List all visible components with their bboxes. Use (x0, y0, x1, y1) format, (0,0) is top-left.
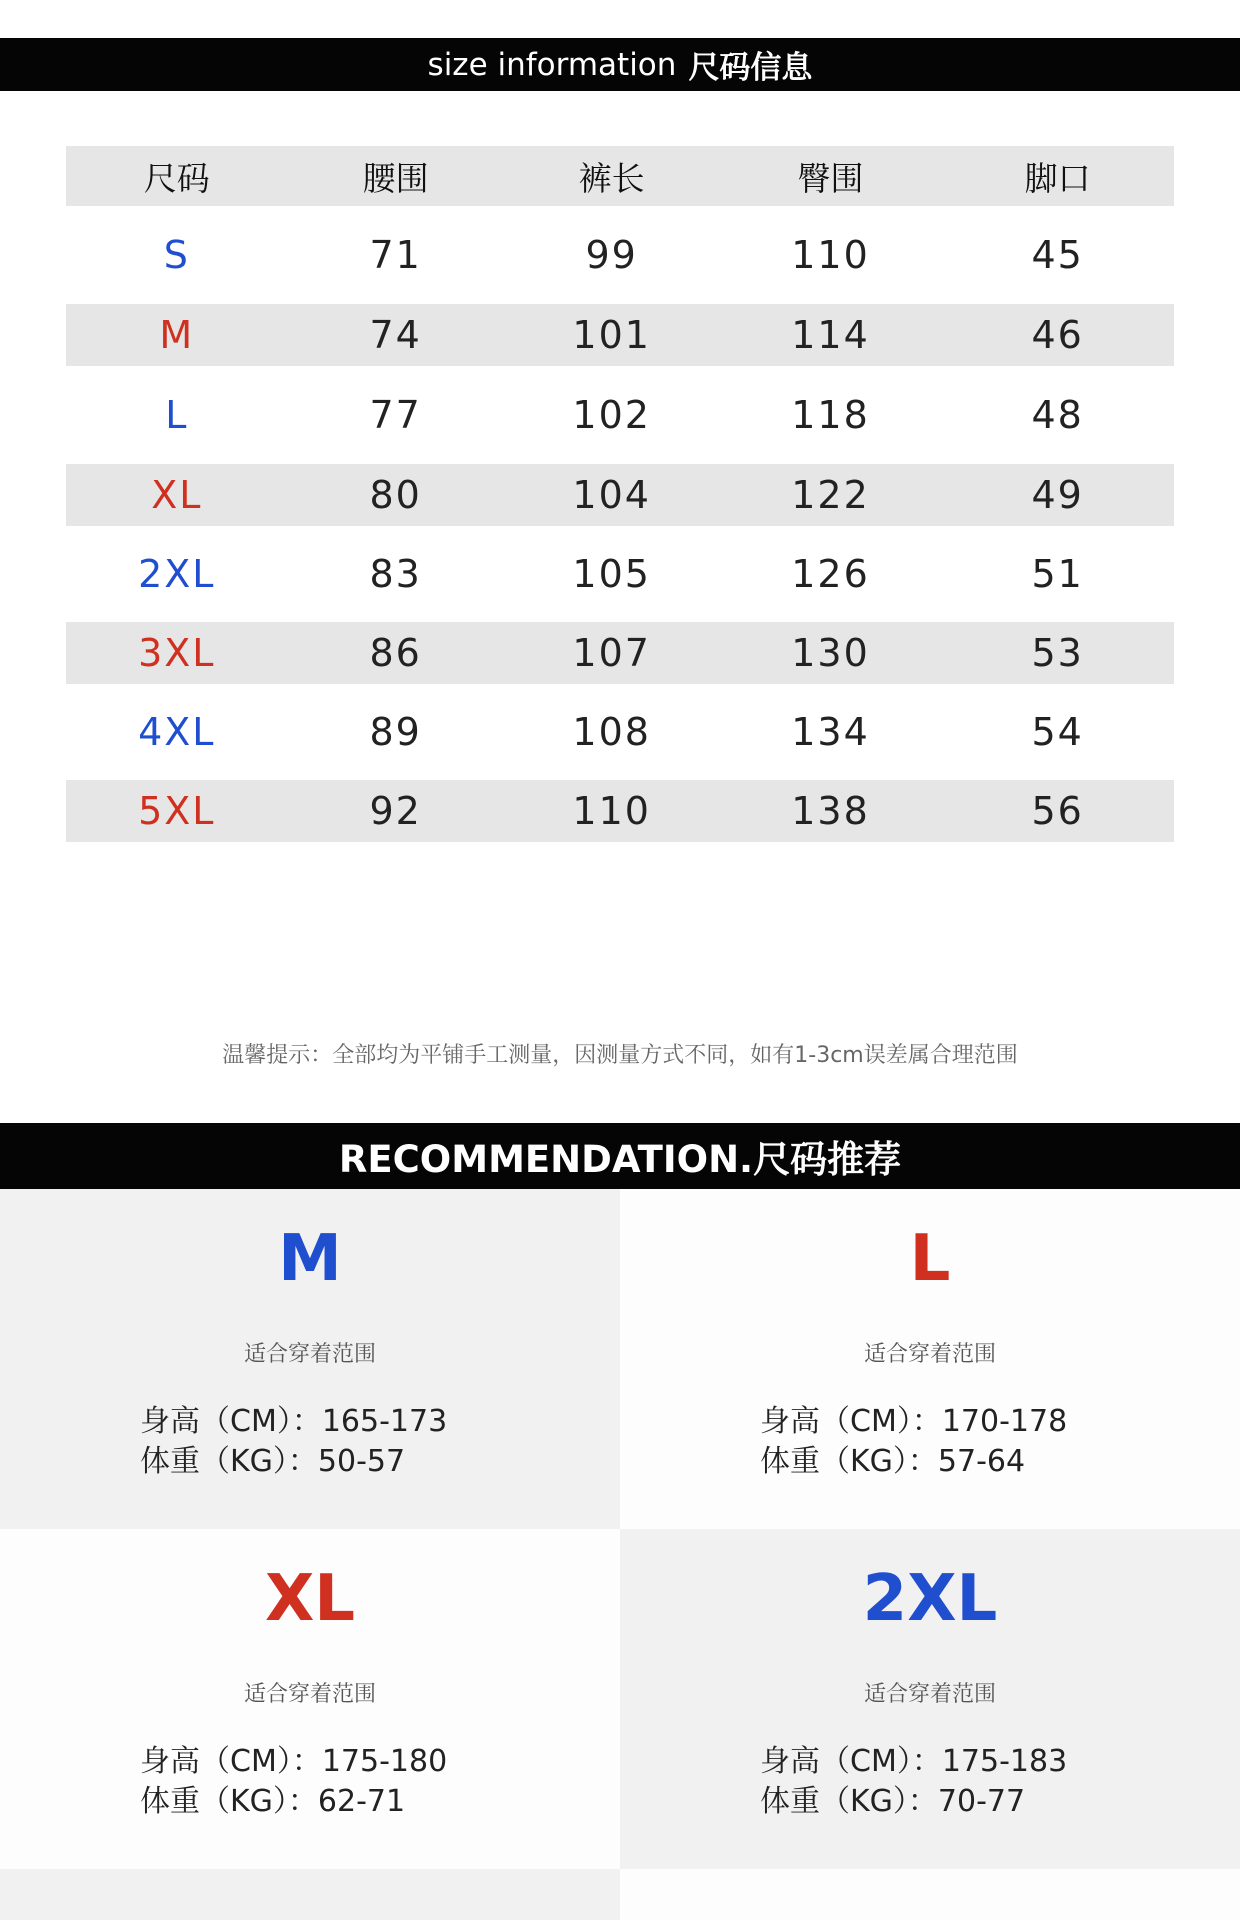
rec-card-partial-right (620, 1869, 1240, 1920)
rec-card-partial-left (0, 1869, 620, 1920)
table-row (66, 526, 1174, 622)
cell-hip: 114 (720, 304, 942, 366)
cell-size: XL (66, 464, 288, 526)
banner-title-cn: 尺码信息 (688, 50, 813, 86)
cell-hem: 53 (941, 622, 1174, 684)
rec-weight: 体重（KG）：57-64 (760, 1444, 1026, 1479)
cell-hem: 46 (941, 304, 1174, 366)
cell-waist: 74 (288, 304, 504, 366)
cell-hip: 118 (791, 393, 870, 437)
cell-waist: 71 (369, 233, 422, 277)
rec-height: 身高（CM）：175-183 (760, 1744, 1068, 1779)
cell-hip: 122 (720, 464, 942, 526)
cell-hip: 110 (791, 233, 870, 277)
cell-length: 104 (504, 464, 720, 526)
cell-hip: 134 (791, 710, 870, 754)
size-table (66, 146, 1174, 842)
cell-length: 110 (504, 780, 720, 842)
table-row (66, 304, 1174, 366)
table-row (66, 684, 1174, 780)
cell-hip: 138 (720, 780, 942, 842)
rec-fit-label: 适合穿着范围 (863, 1682, 996, 1707)
rec-height: 身高（CM）：165-173 (140, 1404, 448, 1439)
cell-waist: 86 (288, 622, 504, 684)
banner-title-en: size information (427, 46, 677, 83)
cell-length: 107 (504, 622, 720, 684)
header-waist: 腰围 (288, 146, 504, 206)
rec-card-l (620, 1189, 1240, 1529)
cell-hip: 126 (791, 552, 870, 596)
cell-size: 3XL (66, 622, 288, 684)
cell-length: 102 (572, 393, 651, 437)
cell-length: 108 (572, 710, 651, 754)
cell-hem: 56 (941, 780, 1174, 842)
cell-hem: 45 (1031, 233, 1084, 277)
rec-weight: 体重（KG）：50-57 (140, 1444, 406, 1479)
size-information-banner (0, 38, 1240, 91)
rec-weight: 体重（KG）：62-71 (140, 1784, 406, 1819)
header-length: 裤长 (504, 146, 720, 206)
cell-size: 5XL (66, 780, 288, 842)
cell-hem: 49 (941, 464, 1174, 526)
header-hem: 脚口 (941, 146, 1174, 206)
cell-waist: 92 (288, 780, 504, 842)
table-row (66, 206, 1174, 304)
cell-length: 105 (572, 552, 651, 596)
rec-height: 身高（CM）：170-178 (760, 1404, 1068, 1439)
rec-size: M (278, 1222, 342, 1296)
cell-hip: 130 (720, 622, 942, 684)
measurement-note: 温馨提示：全部均为平铺手工测量，因测量方式不同，如有1-3cm误差属合理范围 (222, 1043, 1018, 1068)
cell-waist: 77 (369, 393, 422, 437)
cell-length: 101 (504, 304, 720, 366)
header-hip: 臀围 (720, 146, 942, 206)
table-header-row (66, 146, 1174, 206)
cell-waist: 80 (288, 464, 504, 526)
recommendation-banner: RECOMMENDATION.尺码推荐 (0, 1123, 1240, 1189)
cell-hem: 54 (1031, 710, 1084, 754)
cell-waist: 83 (369, 552, 422, 596)
rec-card-m (0, 1189, 620, 1529)
cell-length: 99 (585, 233, 638, 277)
rec-card-xl (0, 1529, 620, 1869)
rec-fit-label: 适合穿着范围 (243, 1342, 376, 1367)
rec-card-2xl (620, 1529, 1240, 1869)
rec-size: XL (264, 1562, 356, 1636)
cell-size: S (163, 233, 190, 277)
cell-hem: 48 (1031, 393, 1084, 437)
rec-height: 身高（CM）：175-180 (140, 1744, 448, 1779)
rec-weight: 体重（KG）：70-77 (760, 1784, 1026, 1819)
table-row (66, 780, 1174, 842)
table-row (66, 622, 1174, 684)
rec-size: 2XL (862, 1562, 998, 1636)
table-row (66, 464, 1174, 526)
cell-size: M (66, 304, 288, 366)
rec-size: L (909, 1222, 951, 1296)
cell-waist: 89 (369, 710, 422, 754)
recommendation-grid (0, 1189, 1240, 1920)
table-row (66, 366, 1174, 464)
cell-size: 4XL (138, 710, 216, 754)
header-size: 尺码 (66, 146, 288, 206)
cell-size: L (165, 393, 189, 437)
rec-fit-label: 适合穿着范围 (243, 1682, 376, 1707)
cell-hem: 51 (1031, 552, 1084, 596)
cell-size: 2XL (138, 552, 216, 596)
rec-fit-label: 适合穿着范围 (863, 1342, 996, 1367)
